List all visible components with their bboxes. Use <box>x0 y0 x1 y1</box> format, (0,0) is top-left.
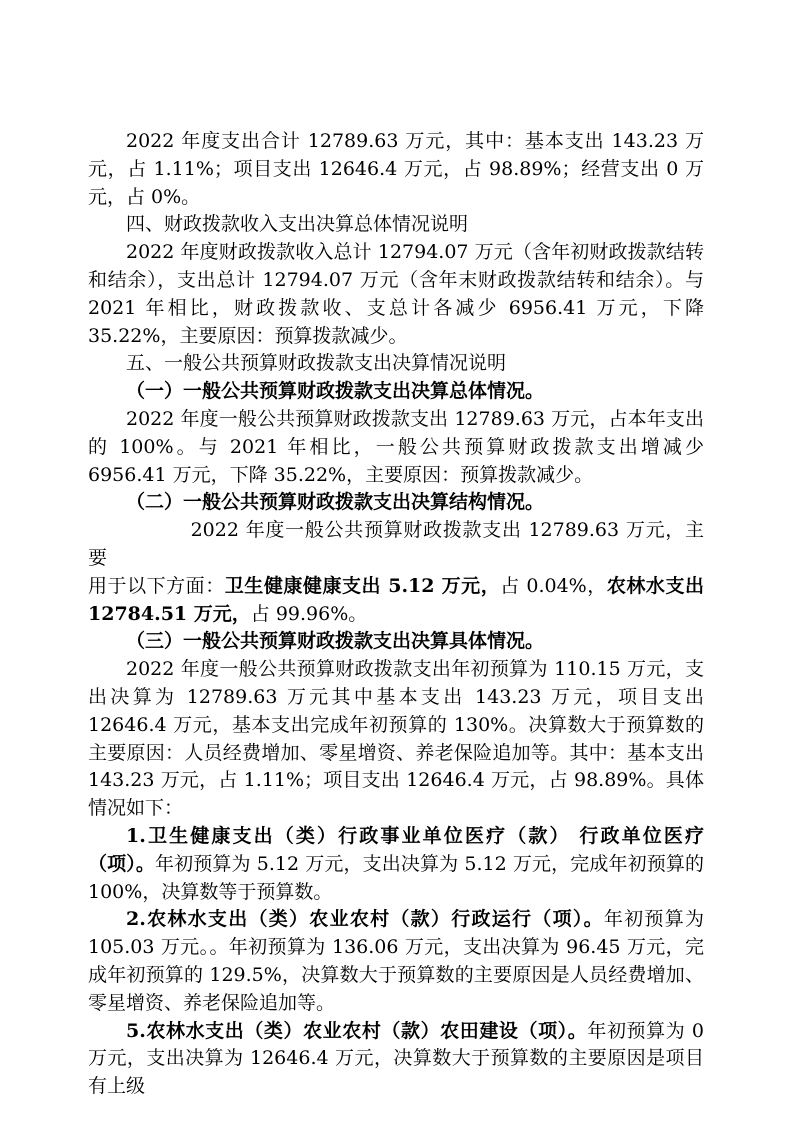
paragraph-expenditure-total: 2022 年度支出合计 12789.63 万元，其中：基本支出 143.23 万元，占 1.11%；项目支出 12646.4 万元，占 98.89%；经营支出 0 万元，占 0%。 <box>88 130 704 208</box>
paragraph-structure-line1: 2022 年度一般公共预算财政拨款支出 12789.63 万元，主要 <box>88 519 704 569</box>
subsection-heading-2: （二）一般公共预算财政拨款支出决算结构情况。 <box>126 491 545 514</box>
item-2 <box>88 906 704 1017</box>
structure-health-share: 占 0.04%， <box>500 574 607 597</box>
subsection-heading-1: （一）一般公共预算财政拨款支出决算总体情况。 <box>126 380 545 403</box>
structure-agri-share: 占 99.96%。 <box>250 602 368 625</box>
item-2-body: 年初预算为 105.03 万元。。年初预算为 136.06 万元，支出决算为 96.45 万元，完成年初预算的 129.5%，决算数大于预算数的主要原因是人员经费增加、零星增资、养老保险追加等。 <box>88 908 704 1014</box>
item-5-title: 5.农林水支出（类）农业农村（款）农田建设（项）。 <box>126 1019 588 1042</box>
item-5-body: 年初预算为 0 万元，支出决算为 12646.4 万元，决算数大于预算数的主要原因是项目有上级 <box>88 1019 704 1098</box>
paragraph-detailed: 2022 年度一般公共预算财政拨款支出年初预算为 110.15 万元，支出决算为 12789.63 万元其中基本支出 143.23 万元，项目支出 12646.4 万元，基本支出完成年初预算的 130%。决算数大于预算数的主要原因：人员经费增加、零星增资、养老保险追加等。其中：基本支出 143.23 万元，占 1.11%；项目支出 12646.4 万元，占 98.89%。具体情况如下： <box>88 658 704 820</box>
paragraph-general-overall: 2022 年度一般公共预算财政拨款支出 12789.63 万元，占本年支出的 100%。与 2021 年相比，一般公共预算财政拨款支出增减少 6956.41 万元，下降 35.22%，主要原因：预算拨款减少。 <box>88 407 704 486</box>
item-5 <box>88 1018 704 1101</box>
structure-lead: 用于以下方面： <box>88 574 225 597</box>
section-heading-4: 四、财政拨款收入支出决算总体情况说明 <box>126 213 469 236</box>
item-2-title: 2.农林水支出（类）农业农村（款）行政运行（项）。 <box>126 908 604 931</box>
item-1-title: 1.卫生健康支出（类）行政事业单位医疗（款） 行政单位医疗（项）。 <box>88 824 704 875</box>
subsection-heading-3: （三）一般公共预算财政拨款支出决算具体情况。 <box>126 630 545 653</box>
structure-agri: 农林水支出 12784.51 万元， <box>88 574 704 625</box>
document-body <box>88 128 704 1101</box>
section-heading-5: 五、一般公共预算财政拨款支出决算情况说明 <box>126 352 507 375</box>
item-1 <box>88 823 704 906</box>
structure-health: 卫生健康健康支出 5.12 万元， <box>224 574 501 597</box>
item-1-body: 年初预算为 5.12 万元，支出决算为 5.12 万元，完成年初预算的 100%，决算数等于预算数。 <box>88 852 704 903</box>
paragraph-structure-body <box>88 573 704 629</box>
paragraph-fiscal-allocation: 2022 年度财政拨款收入总计 12794.07 万元（含年初财政拨款结转和结余），支出总计 12794.07 万元（含年末财政拨款结转和结余）。与 2021 年相比，财政拨款收、支总计各减少 6956.41 万元，下降 35.22%，主要原因：预算拨款减少。 <box>88 241 704 347</box>
